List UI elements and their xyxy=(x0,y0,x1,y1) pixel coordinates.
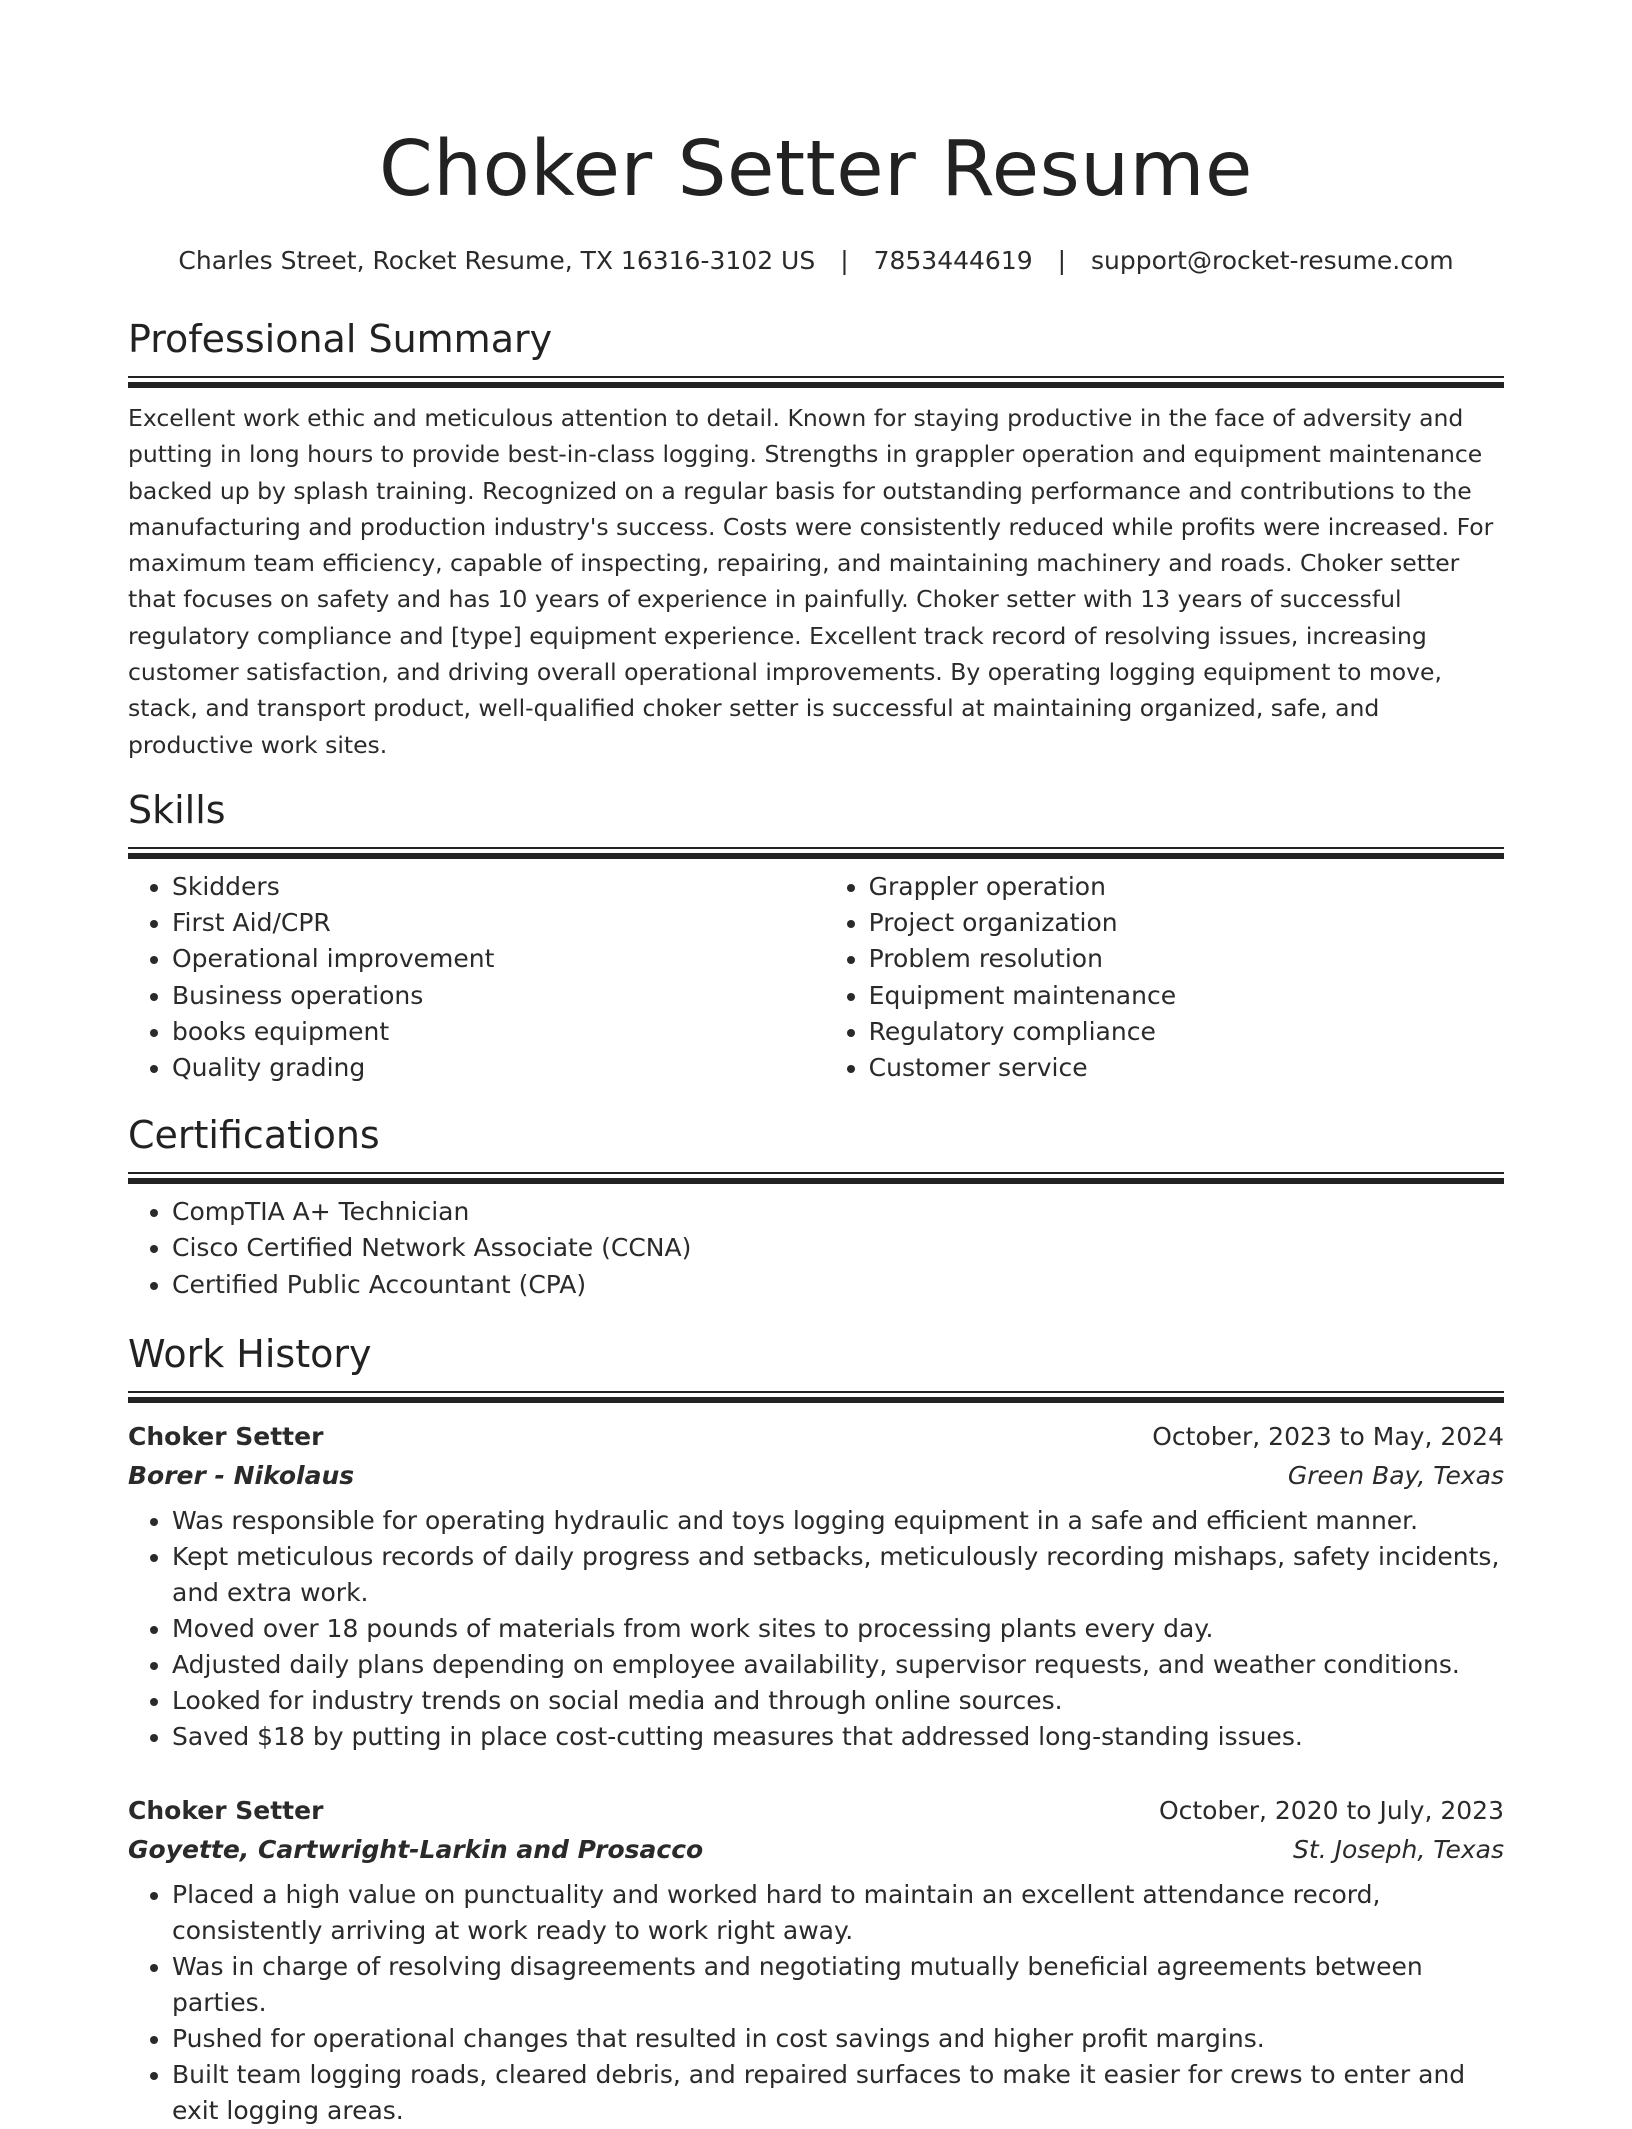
contact-separator: | xyxy=(1057,246,1067,275)
resume-title: Choker Setter Resume xyxy=(379,125,1253,214)
certifications-list xyxy=(128,1194,1504,1303)
contact-separator: | xyxy=(840,246,849,275)
skill-item: • Equipment maintenance xyxy=(869,978,1504,1014)
job-bullet: • Saved $18 by putting in place cost-cutting measures that addressed long-standing issues. xyxy=(172,1719,1504,1755)
job-subheader xyxy=(128,1456,1504,1495)
job-bullet: • Moved over 18 pounds of materials from work sites to processing plants every day. xyxy=(172,1611,1504,1647)
job-bullet: • Adjusted daily plans depending on employee availability, supervisor requests, and weather conditions. xyxy=(172,1647,1504,1683)
section-title-summary: Professional Summary xyxy=(128,317,553,361)
job-bullet: • Placed a high value on punctuality and worked hard to maintain an excellent attendance record, consistently arriving at work ready to work right away. xyxy=(172,1877,1504,1949)
skills-list-right xyxy=(825,869,1504,1086)
job-header xyxy=(128,1417,1504,1456)
certifications-section xyxy=(128,1110,1504,1303)
job-subheader xyxy=(128,1830,1504,1869)
skill-item: • First Aid/CPR xyxy=(172,905,825,941)
job-title: Choker Setter xyxy=(128,1795,324,1825)
section-divider xyxy=(128,847,1504,859)
job-company: Goyette, Cartwright-Larkin and Prosacco xyxy=(128,1834,704,1864)
section-divider xyxy=(128,1172,1504,1184)
skill-item: • books equipment xyxy=(172,1014,825,1050)
skill-item: • Quality grading xyxy=(172,1050,825,1086)
job-entry xyxy=(128,1791,1504,2129)
skill-item: • Operational improvement xyxy=(172,941,825,977)
skill-item: • Business operations xyxy=(172,978,825,1014)
job-bullet: • Built team logging roads, cleared debris, and repaired surfaces to make it easier for crews to enter and exit logging areas. xyxy=(172,2057,1504,2129)
job-dates: October, 2020 to July, 2023 xyxy=(1158,1795,1504,1825)
section-title-work-history: Work History xyxy=(128,1331,372,1376)
job-bullets xyxy=(128,1877,1504,2129)
contact-line xyxy=(128,244,1504,278)
summary-text: Excellent work ethic and meticulous attention to detail. Known for staying productive in the face of adversity and putting in long hours to provide best-in-class logging. Strengths in grappler operation and equipment maintenance backed up by splash training. Recognized on a regular basis for outstanding performance and contributions to the manufacturing and production industry's success. Costs were consistently reduced while profits were increased. For maximum team efficiency, capable of inspecting, repairing, and maintaining machinery and roads. Choker setter that focuses on safety and has 10 years of experience in painfully. Choker setter with 13 years of successful regulatory compliance and [type] equipment experience. Excellent track record of resolving issues, increasing customer satisfaction, and driving overall operational improvements. By operating logging equipment to move, stack, and transport product, well-qualified choker setter is successful at maintaining organized, safe, and productive work sites. xyxy=(128,404,1494,759)
certification-item: • Cisco Certified Network Associate (CCNA) xyxy=(172,1230,1504,1266)
summary-section xyxy=(128,314,1504,763)
job-company: Borer - Nikolaus xyxy=(128,1460,355,1490)
job-title: Choker Setter xyxy=(128,1421,324,1451)
skills-grid xyxy=(128,869,1504,1086)
job-bullet: • Kept meticulous records of daily progress and setbacks, meticulously recording mishaps, safety incidents, and extra work. xyxy=(172,1539,1504,1611)
job-dates: October, 2023 to May, 2024 xyxy=(1152,1421,1504,1451)
contact-email: support@rocket-resume.com xyxy=(1090,246,1454,275)
skills-section xyxy=(128,785,1504,1086)
contact-phone: 7853444619 xyxy=(873,246,1033,275)
job-header xyxy=(128,1791,1504,1830)
job-location: St. Joseph, Texas xyxy=(1293,1834,1504,1864)
section-title-certifications: Certifications xyxy=(128,1113,380,1158)
job-bullet: • Looked for industry trends on social media and through online sources. xyxy=(172,1683,1504,1719)
skill-item: • Project organization xyxy=(869,905,1504,941)
job-bullets xyxy=(128,1503,1504,1755)
job-bullet: • Was in charge of resolving disagreements and negotiating mutually beneficial agreements between parties. xyxy=(172,1949,1504,2021)
section-divider xyxy=(128,376,1504,388)
skill-item: • Problem resolution xyxy=(869,941,1504,977)
certification-item: • CompTIA A+ Technician xyxy=(172,1194,1504,1230)
section-title-skills: Skills xyxy=(128,787,226,832)
contact-address: Charles Street, Rocket Resume, TX 16316-3102 US xyxy=(178,246,816,275)
section-divider xyxy=(128,1391,1504,1403)
work-history-section xyxy=(128,1329,1504,2129)
skill-item: • Skidders xyxy=(172,869,825,905)
job-bullet: • Was responsible for operating hydraulic and toys logging equipment in a safe and efficient manner. xyxy=(172,1503,1504,1539)
skills-list-left xyxy=(128,869,825,1086)
skill-item: • Grappler operation xyxy=(869,869,1504,905)
job-bullet: • Pushed for operational changes that resulted in cost savings and higher profit margins. xyxy=(172,2021,1504,2057)
certification-item: • Certified Public Accountant (CPA) xyxy=(172,1267,1504,1303)
job-entry xyxy=(128,1417,1504,1755)
skill-item: • Regulatory compliance xyxy=(869,1014,1504,1050)
job-location: Green Bay, Texas xyxy=(1287,1460,1504,1490)
skill-item: • Customer service xyxy=(869,1050,1504,1086)
